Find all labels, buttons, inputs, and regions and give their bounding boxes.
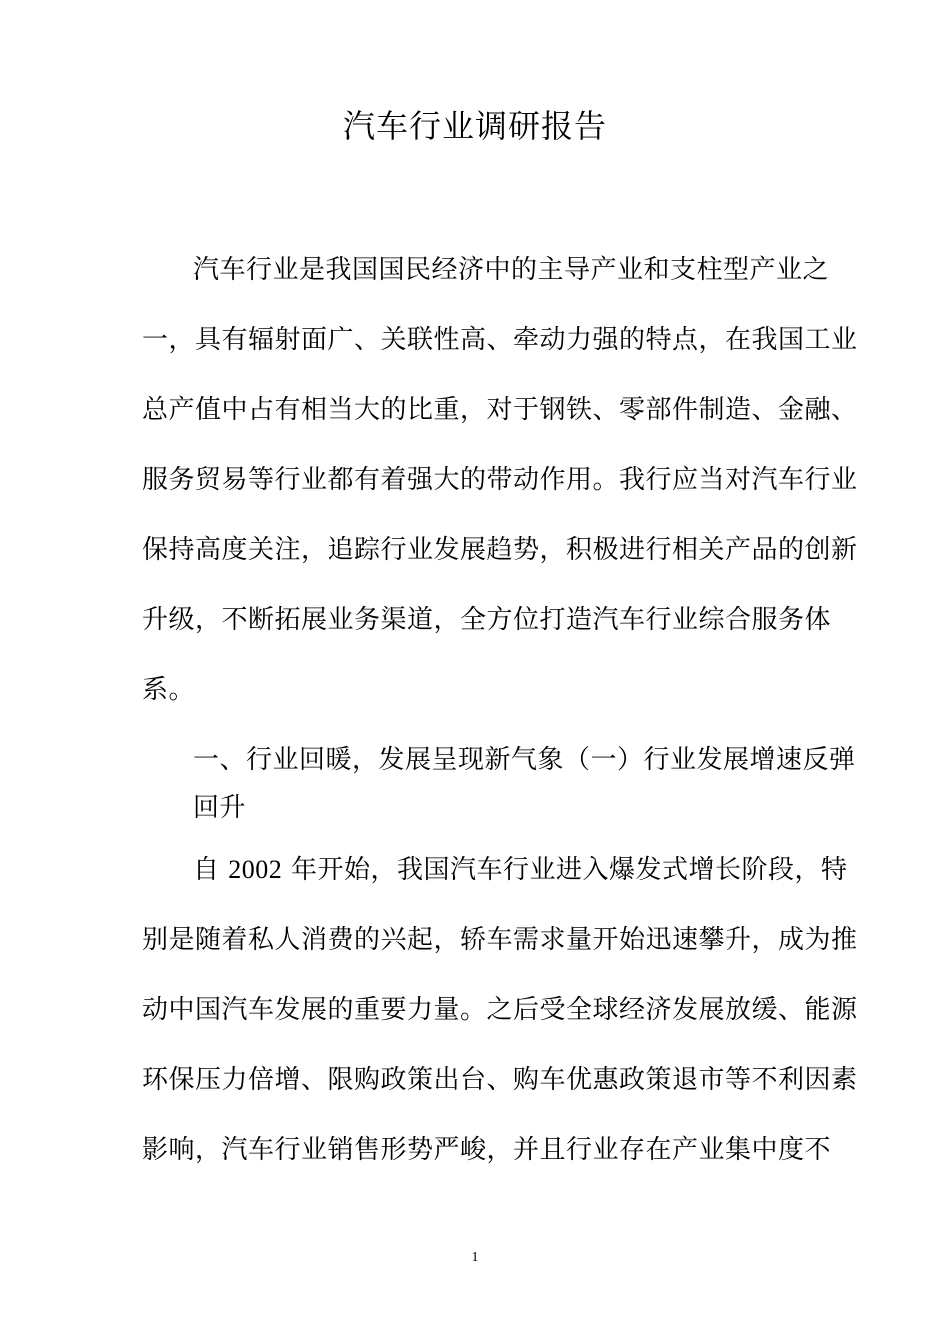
paragraph-line: 影响，汽车行业销售形势严峻，并且行业存在产业集中度不 — [142, 1135, 832, 1165]
paragraph-line: 系。 — [142, 675, 196, 705]
paragraph-line: 别是随着私人消费的兴起，轿车需求量开始迅速攀升，成为推 — [142, 925, 858, 955]
page-number: 1 — [471, 1250, 479, 1265]
heading-line: 一、行业回暖，发展呈现新气象（一）行业发展增速反弹 — [193, 745, 856, 775]
paragraph-line: 升级，不断拓展业务渠道，全方位打造汽车行业综合服务体 — [142, 605, 832, 635]
paragraph-line: 保持高度关注，追踪行业发展趋势，积极进行相关产品的创新 — [142, 535, 858, 565]
heading-line: 回升 — [193, 793, 247, 823]
paragraph-line: 汽车行业是我国国民经济中的主导产业和支柱型产业之 — [193, 255, 830, 285]
document-title: 汽车行业调研报告 — [342, 107, 607, 145]
year-number: 2002 — [228, 855, 283, 884]
paragraph-line: 服务贸易等行业都有着强大的带动作用。我行应当对汽车行业 — [142, 465, 858, 495]
paragraph-line: 总产值中占有相当大的比重，对于钢铁、零部件制造、金融、 — [142, 395, 858, 425]
paragraph-line: 动中国汽车发展的重要力量。之后受全球经济发展放缓、能源 — [142, 995, 858, 1025]
paragraph-line: 环保压力倍增、限购政策出台、购车优惠政策退市等不利因素 — [142, 1065, 858, 1095]
paragraph-line — [193, 850, 893, 890]
paragraph-line: 一，具有辐射面广、关联性高、牵动力强的特点，在我国工业 — [142, 325, 858, 355]
line-suffix: 年开始，我国汽车行业进入爆发式增长阶段，特 — [282, 855, 848, 885]
line-prefix: 自 — [193, 855, 229, 885]
